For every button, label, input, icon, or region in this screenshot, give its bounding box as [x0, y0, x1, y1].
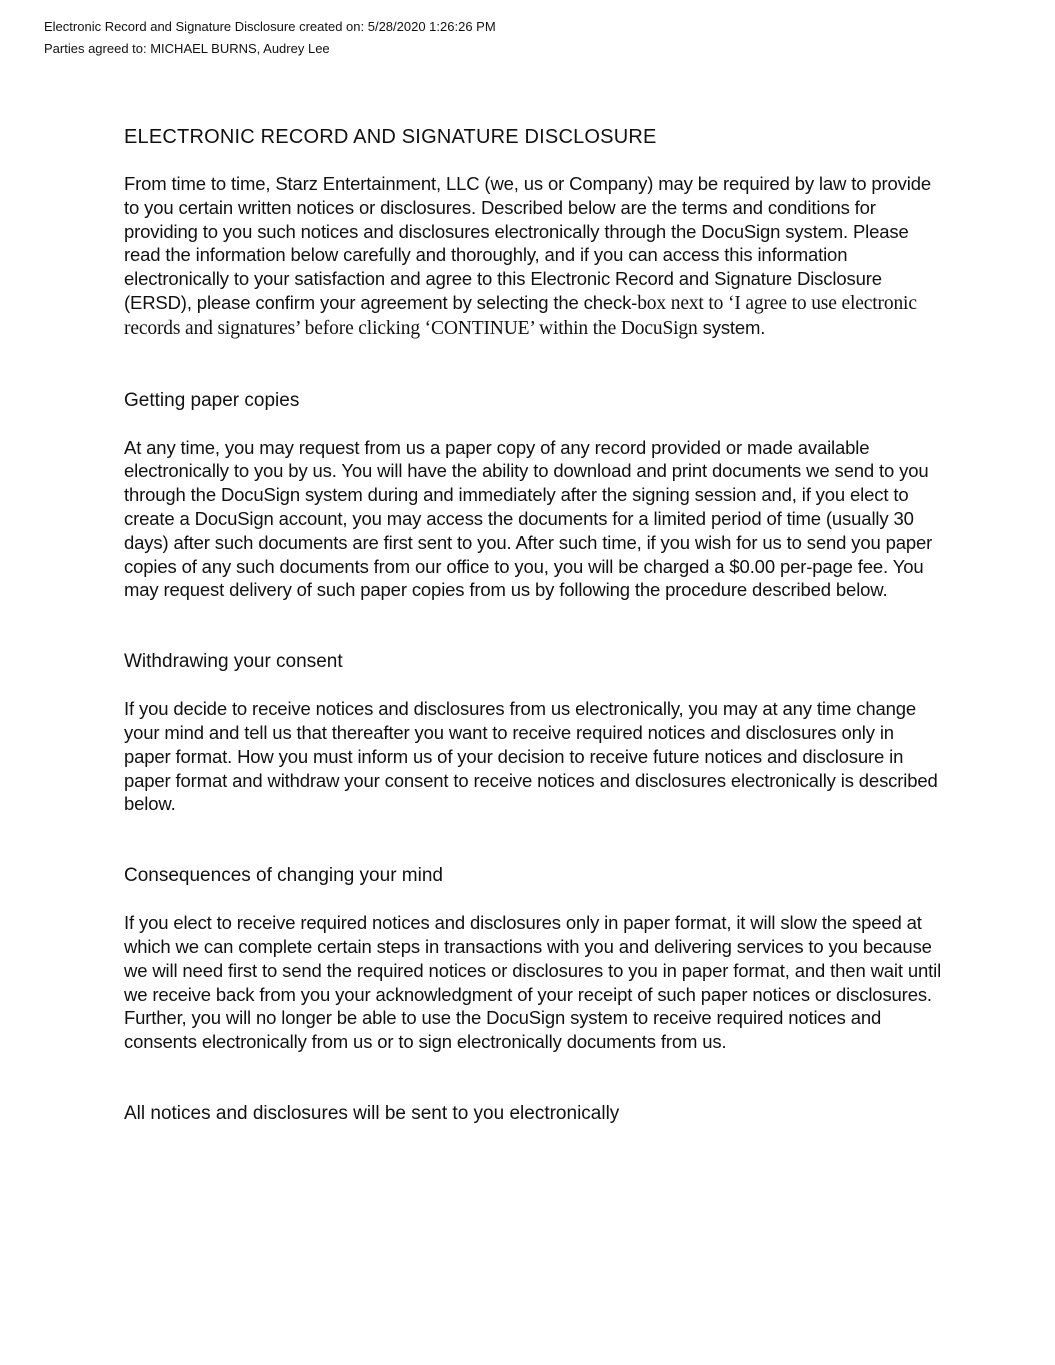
section-getting-paper-copies	[124, 388, 944, 603]
section-electronic-delivery	[124, 1101, 944, 1127]
envelope-metadata	[44, 16, 496, 60]
intro-text-part1: From time to time, Starz Entertainment, LLC (we, us or Company) may be required by law to provide to you certain written notices or disclosures. Described below are the terms and conditions for providing to you such notices and disclosures electronically through the DocuSign system. Please read the information below carefully and thoroughly, and if you can access this information electronically to your satisfaction and agree to this Electronic Record and Signature Disclosure (ERSD), please confirm your agreement by selecting the check-	[124, 173, 931, 313]
section-body: If you elect to receive required notices and disclosures only in paper format, it will slow the speed at which we can complete certain steps in transactions with you and delivering services to you because we will need first to send the required notices or disclosures to you in paper format, and then wait until we receive back from you your acknowledgment of your receipt of such paper notices or disclosures. Further, you will no longer be able to use the DocuSign system to receive required notices and consents electronically from us or to sign electronically documents from us.	[124, 912, 942, 1053]
section-withdrawing-consent	[124, 649, 944, 816]
document-title: ELECTRONIC RECORD AND SIGNATURE DISCLOSURE	[124, 126, 657, 148]
section-body: At any time, you may request from us a paper copy of any record provided or made available electronically to you by us. You will have the ability to download and print documents we send to you through the DocuSign system during and immediately after the signing session and, if you elect to create a DocuSign account, you may access the documents for a limited period of time (usually 30 days) after such documents are first sent to you. After such time, if you wish for us to send you paper copies of any such documents from our office to you, you will be charged a $0.00 per-page fee. You may request delivery of such paper copies from us by following the procedure described below.	[124, 436, 933, 601]
section-heading: All notices and disclosures will be sent to you electronically	[124, 1102, 620, 1124]
section-heading: Consequences of changing your mind	[124, 865, 443, 887]
intro-text-part2: box next to ‘I agree to use electronic records and signatures’ before clicking ‘CONTINUE’ within the DocuSign	[124, 292, 917, 339]
disclosure-document	[124, 124, 944, 1149]
section-consequences	[124, 863, 944, 1054]
intro-text-part3: system.	[697, 316, 766, 338]
created-line: Electronic Record and Signature Disclosure created on: 5/28/2020 1:26:26 PM	[44, 19, 496, 34]
intro-paragraph	[124, 172, 944, 341]
section-body: If you decide to receive notices and disclosures from us electronically, you may at any time change your mind and tell us that thereafter you want to receive required notices and disclosures only in paper format. How you must inform us of your decision to receive future notices and disclosure in paper format and withdraw your consent to receive notices and disclosures electronically is described below.	[124, 698, 938, 815]
section-heading: Getting paper copies	[124, 389, 300, 411]
section-heading: Withdrawing your consent	[124, 651, 343, 673]
parties-line: Parties agreed to: MICHAEL BURNS, Audrey Lee	[44, 41, 330, 56]
